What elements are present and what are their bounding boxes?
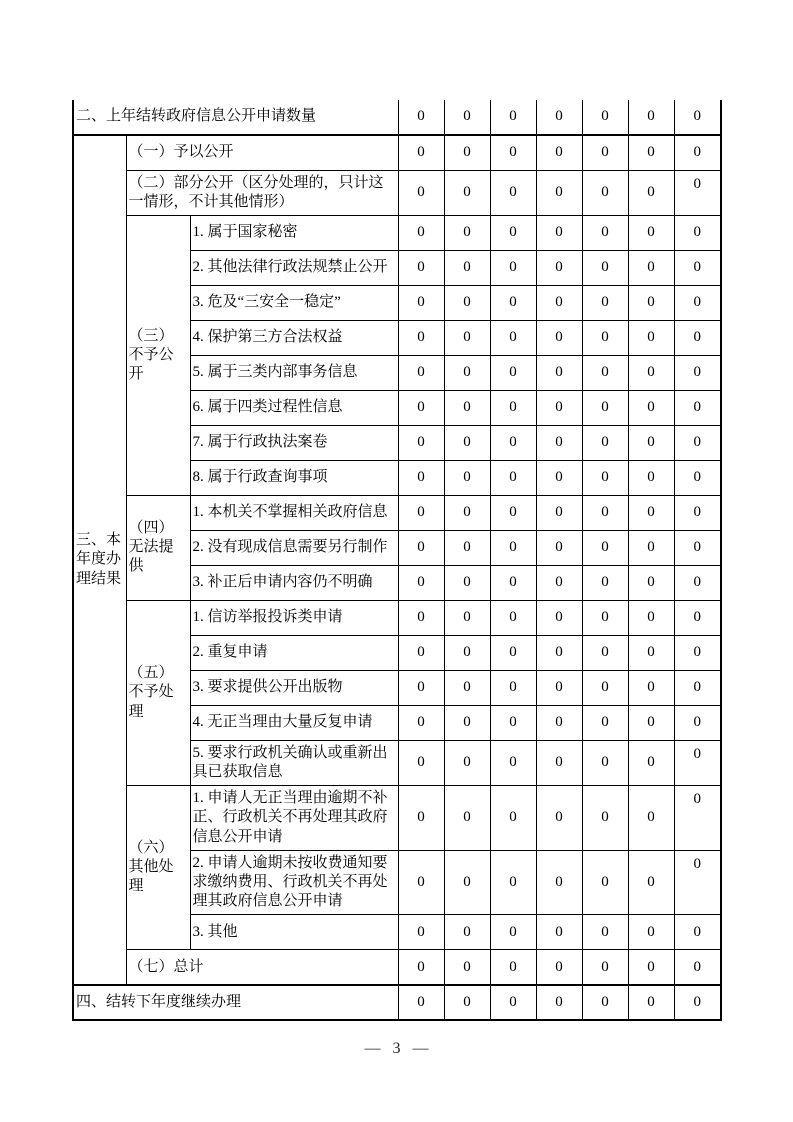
table-row-group xyxy=(73,950,721,985)
value-cell: 0 xyxy=(490,850,536,915)
value-cell: 0 xyxy=(398,850,444,915)
value-cell: 0 xyxy=(398,250,444,285)
group-label-cell: （六）其他处理 xyxy=(126,786,190,950)
value-cell: 0 xyxy=(536,850,582,915)
section-label-cell: 三、本年度办理结果 xyxy=(73,135,126,985)
value-cell: 0 xyxy=(398,425,444,460)
value-cell: 0 xyxy=(398,460,444,495)
table-row-carryover-next xyxy=(73,985,721,1020)
value-cell: 0 xyxy=(582,915,628,950)
value-cell: 0 xyxy=(628,100,674,135)
value-cell: 0 xyxy=(582,985,628,1020)
value-cell: 0 xyxy=(398,355,444,390)
value-cell: 0 xyxy=(674,740,721,785)
value-cell: 0 xyxy=(536,355,582,390)
report-table-body xyxy=(73,100,721,1020)
value-cell: 0 xyxy=(398,950,444,985)
value-cell: 0 xyxy=(628,355,674,390)
item-label-cell: 5. 属于三类内部事务信息 xyxy=(190,355,398,390)
value-cell: 0 xyxy=(444,950,490,985)
value-cell: 0 xyxy=(628,670,674,705)
table-row-item xyxy=(73,215,721,250)
value-cell: 0 xyxy=(674,460,721,495)
value-cell: 0 xyxy=(628,600,674,635)
value-cell: 0 xyxy=(398,670,444,705)
value-cell: 0 xyxy=(490,425,536,460)
value-cell: 0 xyxy=(582,460,628,495)
value-cell: 0 xyxy=(628,786,674,851)
value-cell: 0 xyxy=(490,740,536,785)
value-cell: 0 xyxy=(398,915,444,950)
table-row-carryover-prev xyxy=(73,100,721,135)
value-cell: 0 xyxy=(674,705,721,740)
value-cell: 0 xyxy=(582,135,628,170)
value-cell: 0 xyxy=(628,425,674,460)
value-cell: 0 xyxy=(398,740,444,785)
value-cell: 0 xyxy=(444,670,490,705)
value-cell: 0 xyxy=(444,390,490,425)
value-cell: 0 xyxy=(490,215,536,250)
value-cell: 0 xyxy=(628,740,674,785)
value-cell: 0 xyxy=(582,786,628,851)
value-cell: 0 xyxy=(674,950,721,985)
value-cell: 0 xyxy=(536,390,582,425)
value-cell: 0 xyxy=(582,565,628,600)
value-cell: 0 xyxy=(582,600,628,635)
report-table-container xyxy=(72,100,722,1021)
value-cell: 0 xyxy=(398,565,444,600)
value-cell: 0 xyxy=(536,705,582,740)
value-cell: 0 xyxy=(674,425,721,460)
value-cell: 0 xyxy=(628,390,674,425)
item-label-cell: 3. 其他 xyxy=(190,915,398,950)
value-cell: 0 xyxy=(628,170,674,215)
value-cell: 0 xyxy=(536,320,582,355)
value-cell: 0 xyxy=(536,460,582,495)
value-cell: 0 xyxy=(444,530,490,565)
value-cell: 0 xyxy=(582,285,628,320)
value-cell: 0 xyxy=(674,285,721,320)
value-cell: 0 xyxy=(444,215,490,250)
value-cell: 0 xyxy=(582,425,628,460)
value-cell: 0 xyxy=(582,740,628,785)
value-cell: 0 xyxy=(398,530,444,565)
value-cell: 0 xyxy=(490,355,536,390)
value-cell: 0 xyxy=(444,425,490,460)
value-cell: 0 xyxy=(536,670,582,705)
value-cell: 0 xyxy=(398,985,444,1020)
group-label-cell: （一）予以公开 xyxy=(126,135,398,170)
value-cell: 0 xyxy=(536,600,582,635)
value-cell: 0 xyxy=(444,850,490,915)
value-cell: 0 xyxy=(398,635,444,670)
value-cell: 0 xyxy=(628,985,674,1020)
value-cell: 0 xyxy=(536,170,582,215)
value-cell: 0 xyxy=(398,285,444,320)
value-cell: 0 xyxy=(444,786,490,851)
value-cell: 0 xyxy=(444,635,490,670)
value-cell: 0 xyxy=(628,705,674,740)
value-cell: 0 xyxy=(582,530,628,565)
item-label-cell: 2. 其他法律行政法规禁止公开 xyxy=(190,250,398,285)
value-cell: 0 xyxy=(628,635,674,670)
value-cell: 0 xyxy=(536,530,582,565)
value-cell: 0 xyxy=(490,460,536,495)
value-cell: 0 xyxy=(536,915,582,950)
value-cell: 0 xyxy=(490,670,536,705)
value-cell: 0 xyxy=(490,530,536,565)
value-cell: 0 xyxy=(444,565,490,600)
value-cell: 0 xyxy=(444,985,490,1020)
item-label-cell: 4. 无正当理由大量反复申请 xyxy=(190,705,398,740)
value-cell: 0 xyxy=(582,670,628,705)
table-row-item xyxy=(73,495,721,530)
page-number: — 3 — xyxy=(364,1040,429,1057)
value-cell: 0 xyxy=(398,495,444,530)
item-label-cell: 4. 保护第三方合法权益 xyxy=(190,320,398,355)
value-cell: 0 xyxy=(536,215,582,250)
table-row-group xyxy=(73,170,721,215)
value-cell: 0 xyxy=(674,530,721,565)
value-cell: 0 xyxy=(674,985,721,1020)
value-cell: 0 xyxy=(674,215,721,250)
value-cell: 0 xyxy=(582,495,628,530)
value-cell: 0 xyxy=(674,135,721,170)
item-label-cell: 8. 属于行政查询事项 xyxy=(190,460,398,495)
value-cell: 0 xyxy=(628,250,674,285)
value-cell: 0 xyxy=(444,250,490,285)
value-cell: 0 xyxy=(582,390,628,425)
value-cell: 0 xyxy=(582,950,628,985)
section-label-cell: 二、上年结转政府信息公开申请数量 xyxy=(73,100,398,135)
value-cell: 0 xyxy=(490,985,536,1020)
value-cell: 0 xyxy=(628,460,674,495)
value-cell: 0 xyxy=(582,100,628,135)
value-cell: 0 xyxy=(674,495,721,530)
value-cell: 0 xyxy=(582,635,628,670)
group-label-cell: （七）总计 xyxy=(126,950,398,985)
value-cell: 0 xyxy=(628,915,674,950)
value-cell: 0 xyxy=(490,135,536,170)
value-cell: 0 xyxy=(490,285,536,320)
value-cell: 0 xyxy=(582,705,628,740)
value-cell: 0 xyxy=(628,950,674,985)
value-cell: 0 xyxy=(674,850,721,915)
value-cell: 0 xyxy=(628,285,674,320)
value-cell: 0 xyxy=(674,670,721,705)
value-cell: 0 xyxy=(444,915,490,950)
value-cell: 0 xyxy=(536,985,582,1020)
item-label-cell: 2. 重复申请 xyxy=(190,635,398,670)
value-cell: 0 xyxy=(490,250,536,285)
value-cell: 0 xyxy=(674,915,721,950)
value-cell: 0 xyxy=(536,135,582,170)
value-cell: 0 xyxy=(490,915,536,950)
section-label-cell: 四、结转下年度继续办理 xyxy=(73,985,398,1020)
item-label-cell: 6. 属于四类过程性信息 xyxy=(190,390,398,425)
value-cell: 0 xyxy=(444,460,490,495)
value-cell: 0 xyxy=(536,786,582,851)
value-cell: 0 xyxy=(444,100,490,135)
value-cell: 0 xyxy=(536,425,582,460)
value-cell: 0 xyxy=(490,950,536,985)
value-cell: 0 xyxy=(674,170,721,215)
value-cell: 0 xyxy=(536,100,582,135)
value-cell: 0 xyxy=(628,215,674,250)
value-cell: 0 xyxy=(398,135,444,170)
value-cell: 0 xyxy=(536,565,582,600)
item-label-cell: 5. 要求行政机关确认或重新出具已获取信息 xyxy=(190,740,398,785)
value-cell: 0 xyxy=(628,495,674,530)
value-cell: 0 xyxy=(674,635,721,670)
value-cell: 0 xyxy=(490,495,536,530)
value-cell: 0 xyxy=(490,705,536,740)
value-cell: 0 xyxy=(536,495,582,530)
value-cell: 0 xyxy=(628,530,674,565)
group-label-cell: （五）不予处理 xyxy=(126,600,190,785)
value-cell: 0 xyxy=(490,170,536,215)
value-cell: 0 xyxy=(398,705,444,740)
value-cell: 0 xyxy=(444,355,490,390)
value-cell: 0 xyxy=(582,215,628,250)
group-label-cell: （四）无法提供 xyxy=(126,495,190,600)
value-cell: 0 xyxy=(674,355,721,390)
value-cell: 0 xyxy=(444,135,490,170)
value-cell: 0 xyxy=(674,565,721,600)
value-cell: 0 xyxy=(536,740,582,785)
value-cell: 0 xyxy=(398,390,444,425)
value-cell: 0 xyxy=(444,320,490,355)
value-cell: 0 xyxy=(674,786,721,851)
value-cell: 0 xyxy=(490,320,536,355)
item-label-cell: 2. 申请人逾期未按收费通知要求缴纳费用、行政机关不再处理其政府信息公开申请 xyxy=(190,850,398,915)
item-label-cell: 3. 危及“三安全一稳定” xyxy=(190,285,398,320)
value-cell: 0 xyxy=(444,600,490,635)
value-cell: 0 xyxy=(398,786,444,851)
value-cell: 0 xyxy=(398,170,444,215)
value-cell: 0 xyxy=(444,170,490,215)
value-cell: 0 xyxy=(628,850,674,915)
value-cell: 0 xyxy=(490,390,536,425)
value-cell: 0 xyxy=(674,250,721,285)
item-label-cell: 3. 要求提供公开出版物 xyxy=(190,670,398,705)
report-table xyxy=(72,100,722,1021)
value-cell: 0 xyxy=(444,285,490,320)
item-label-cell: 1. 申请人无正当理由逾期不补正、行政机关不再处理其政府信息公开申请 xyxy=(190,786,398,851)
table-row-item xyxy=(73,600,721,635)
value-cell: 0 xyxy=(582,320,628,355)
value-cell: 0 xyxy=(628,565,674,600)
value-cell: 0 xyxy=(582,355,628,390)
value-cell: 0 xyxy=(490,565,536,600)
value-cell: 0 xyxy=(490,600,536,635)
group-label-cell: （三）不予公开 xyxy=(126,215,190,495)
table-row-group xyxy=(73,135,721,170)
value-cell: 0 xyxy=(674,320,721,355)
value-cell: 0 xyxy=(674,100,721,135)
item-label-cell: 1. 本机关不掌握相关政府信息 xyxy=(190,495,398,530)
value-cell: 0 xyxy=(398,100,444,135)
value-cell: 0 xyxy=(444,705,490,740)
value-cell: 0 xyxy=(398,600,444,635)
value-cell: 0 xyxy=(536,250,582,285)
value-cell: 0 xyxy=(444,740,490,785)
value-cell: 0 xyxy=(628,135,674,170)
value-cell: 0 xyxy=(674,600,721,635)
value-cell: 0 xyxy=(582,170,628,215)
value-cell: 0 xyxy=(582,850,628,915)
value-cell: 0 xyxy=(398,215,444,250)
value-cell: 0 xyxy=(674,390,721,425)
value-cell: 0 xyxy=(444,495,490,530)
value-cell: 0 xyxy=(628,320,674,355)
item-label-cell: 7. 属于行政执法案卷 xyxy=(190,425,398,460)
item-label-cell: 1. 信访举报投诉类申请 xyxy=(190,600,398,635)
value-cell: 0 xyxy=(398,320,444,355)
value-cell: 0 xyxy=(490,786,536,851)
value-cell: 0 xyxy=(490,635,536,670)
item-label-cell: 1. 属于国家秘密 xyxy=(190,215,398,250)
value-cell: 0 xyxy=(536,950,582,985)
value-cell: 0 xyxy=(582,250,628,285)
item-label-cell: 3. 补正后申请内容仍不明确 xyxy=(190,565,398,600)
item-label-cell: 2. 没有现成信息需要另行制作 xyxy=(190,530,398,565)
value-cell: 0 xyxy=(536,285,582,320)
group-label-cell: （二）部分公开（区分处理的，只计这一情形，不计其他情形） xyxy=(126,170,398,215)
value-cell: 0 xyxy=(490,100,536,135)
value-cell: 0 xyxy=(536,635,582,670)
table-row-item xyxy=(73,786,721,851)
